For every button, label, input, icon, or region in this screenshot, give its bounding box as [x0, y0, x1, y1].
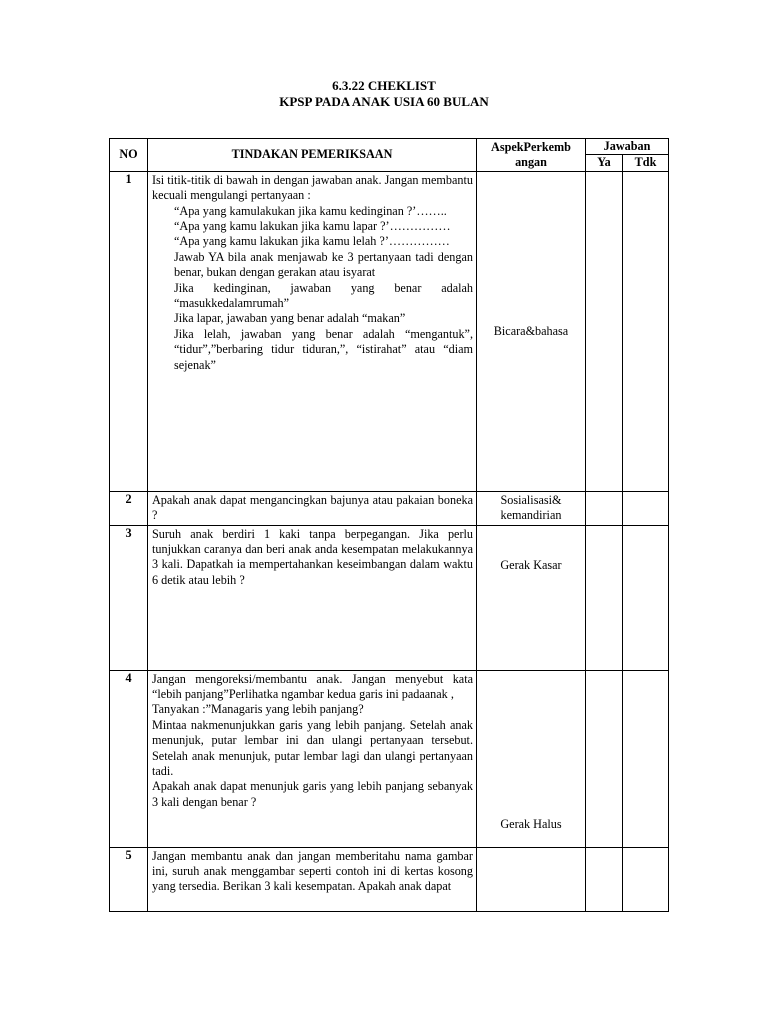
answer-ya-cell[interactable] [586, 171, 623, 491]
answer-ya-cell[interactable] [586, 670, 623, 847]
header-jawaban: Jawaban [586, 139, 669, 155]
row-number: 2 [110, 491, 148, 525]
answer-tdk-cell[interactable] [623, 525, 669, 670]
question-text: Apakah anak dapat menunjuk garis yang lebih panjang sebanyak 3 kali dengan benar ? [152, 779, 473, 809]
aspek-cell [477, 847, 586, 911]
table-row [110, 670, 669, 847]
question-cell [148, 171, 477, 491]
answer-ya-cell[interactable] [586, 491, 623, 525]
question-text: Jika lelah, jawaban yang benar adalah “mengantuk”, “tidur”,”berbaring tidur tiduran,”, “istirahat” atau “diam sejenak” [174, 326, 473, 372]
table-row [110, 847, 669, 911]
document-title: 6.3.22 CHEKLIST [332, 78, 436, 93]
question-text: Tanyakan :”Managaris yang lebih panjang? [152, 702, 364, 717]
header-tdk: Tdk [623, 155, 669, 171]
question-cell [148, 670, 477, 847]
row-number: 4 [110, 670, 148, 847]
question-text: Isi titik-titik di bawah in dengan jawaban anak. Jangan membantu kecuali mengulangi pertanyaan : [152, 172, 473, 203]
row-number: 3 [110, 525, 148, 670]
answer-tdk-cell[interactable] [623, 171, 669, 491]
question-text: “Apa yang kamu lakukan jika kamu lelah ?’…………… [174, 234, 450, 249]
question-text: Jangan mengoreksi/membantu anak. Jangan menyebut kata “lebih panjang”Perlihatka ngambar kedua garis ini padaanak , [152, 671, 473, 702]
header-ya: Ya [586, 155, 623, 171]
header-aspek [477, 139, 586, 172]
question-text: Suruh anak berdiri 1 kaki tanpa berpegangan. Jika perlu tunjukkan caranya dan beri anak anda kesempatan melakukannya 3 kali. Dapatkah ia mempertahankan keseimbangan dalam waktu 6 detik atau lebih ? [152, 526, 473, 587]
answer-tdk-cell[interactable] [623, 670, 669, 847]
aspek-line2: kemandirian [500, 508, 562, 523]
checklist-table [109, 138, 669, 912]
question-text: Jangan membantu anak dan jangan memberitahu nama gambar ini, suruh anak menggambar seperti contoh ini di kertas kosong yang tersedia. Berikan 3 kali kesempatan. Apakah anak dapat [152, 848, 473, 894]
header-tindakan: TINDAKAN PEMERIKSAAN [148, 139, 477, 172]
row-number: 5 [110, 847, 148, 911]
table-row [110, 525, 669, 670]
question-cell [148, 491, 477, 525]
aspek-line1: Sosialisasi& [500, 492, 562, 507]
answer-tdk-cell[interactable] [623, 491, 669, 525]
aspek-cell: Gerak Kasar [477, 525, 586, 670]
aspek-cell: Bicara&bahasa [477, 171, 586, 491]
answer-ya-cell[interactable] [586, 525, 623, 670]
table-row [110, 491, 669, 525]
question-text: Jika kedinginan, jawaban yang benar adalah “masukkedalamrumah” [174, 280, 473, 311]
row-number: 1 [110, 171, 148, 491]
question-text: “Apa yang kamu lakukan jika kamu lapar ?’…………… [174, 219, 451, 234]
question-text: “Apa yang kamulakukan jika kamu kedinginan ?’…….. [174, 203, 447, 218]
table-row [110, 171, 669, 491]
header-row [110, 139, 669, 155]
document-subtitle: KPSP PADA ANAK USIA 60 BULAN [279, 94, 489, 109]
question-cell [148, 847, 477, 911]
header-aspek-line1: AspekPerkemb [491, 139, 571, 154]
aspek-cell: Gerak Halus [477, 670, 586, 847]
question-cell [148, 525, 477, 670]
question-text: Jawab YA bila anak menjawab ke 3 pertanyaan tadi dengan benar, bukan dengan gerakan atau isyarat [174, 249, 473, 280]
header-aspek-line2: angan [515, 154, 547, 169]
header-no: NO [110, 139, 148, 172]
question-text: Apakah anak dapat mengancingkan bajunya atau pakaian boneka ? [152, 492, 473, 523]
question-text: Mintaa nakmenunjukkan garis yang lebih panjang. Setelah anak menunjuk, putar lembar ini dan ulangi pertanyaan tersebut. Setelah anak menunjuk, putar lembar lagi dan ulangi pertanyaan tadi. [152, 717, 473, 779]
answer-tdk-cell[interactable] [623, 847, 669, 911]
question-text: Jika lapar, jawaban yang benar adalah “makan” [174, 311, 406, 326]
answer-ya-cell[interactable] [586, 847, 623, 911]
aspek-cell [477, 491, 586, 525]
